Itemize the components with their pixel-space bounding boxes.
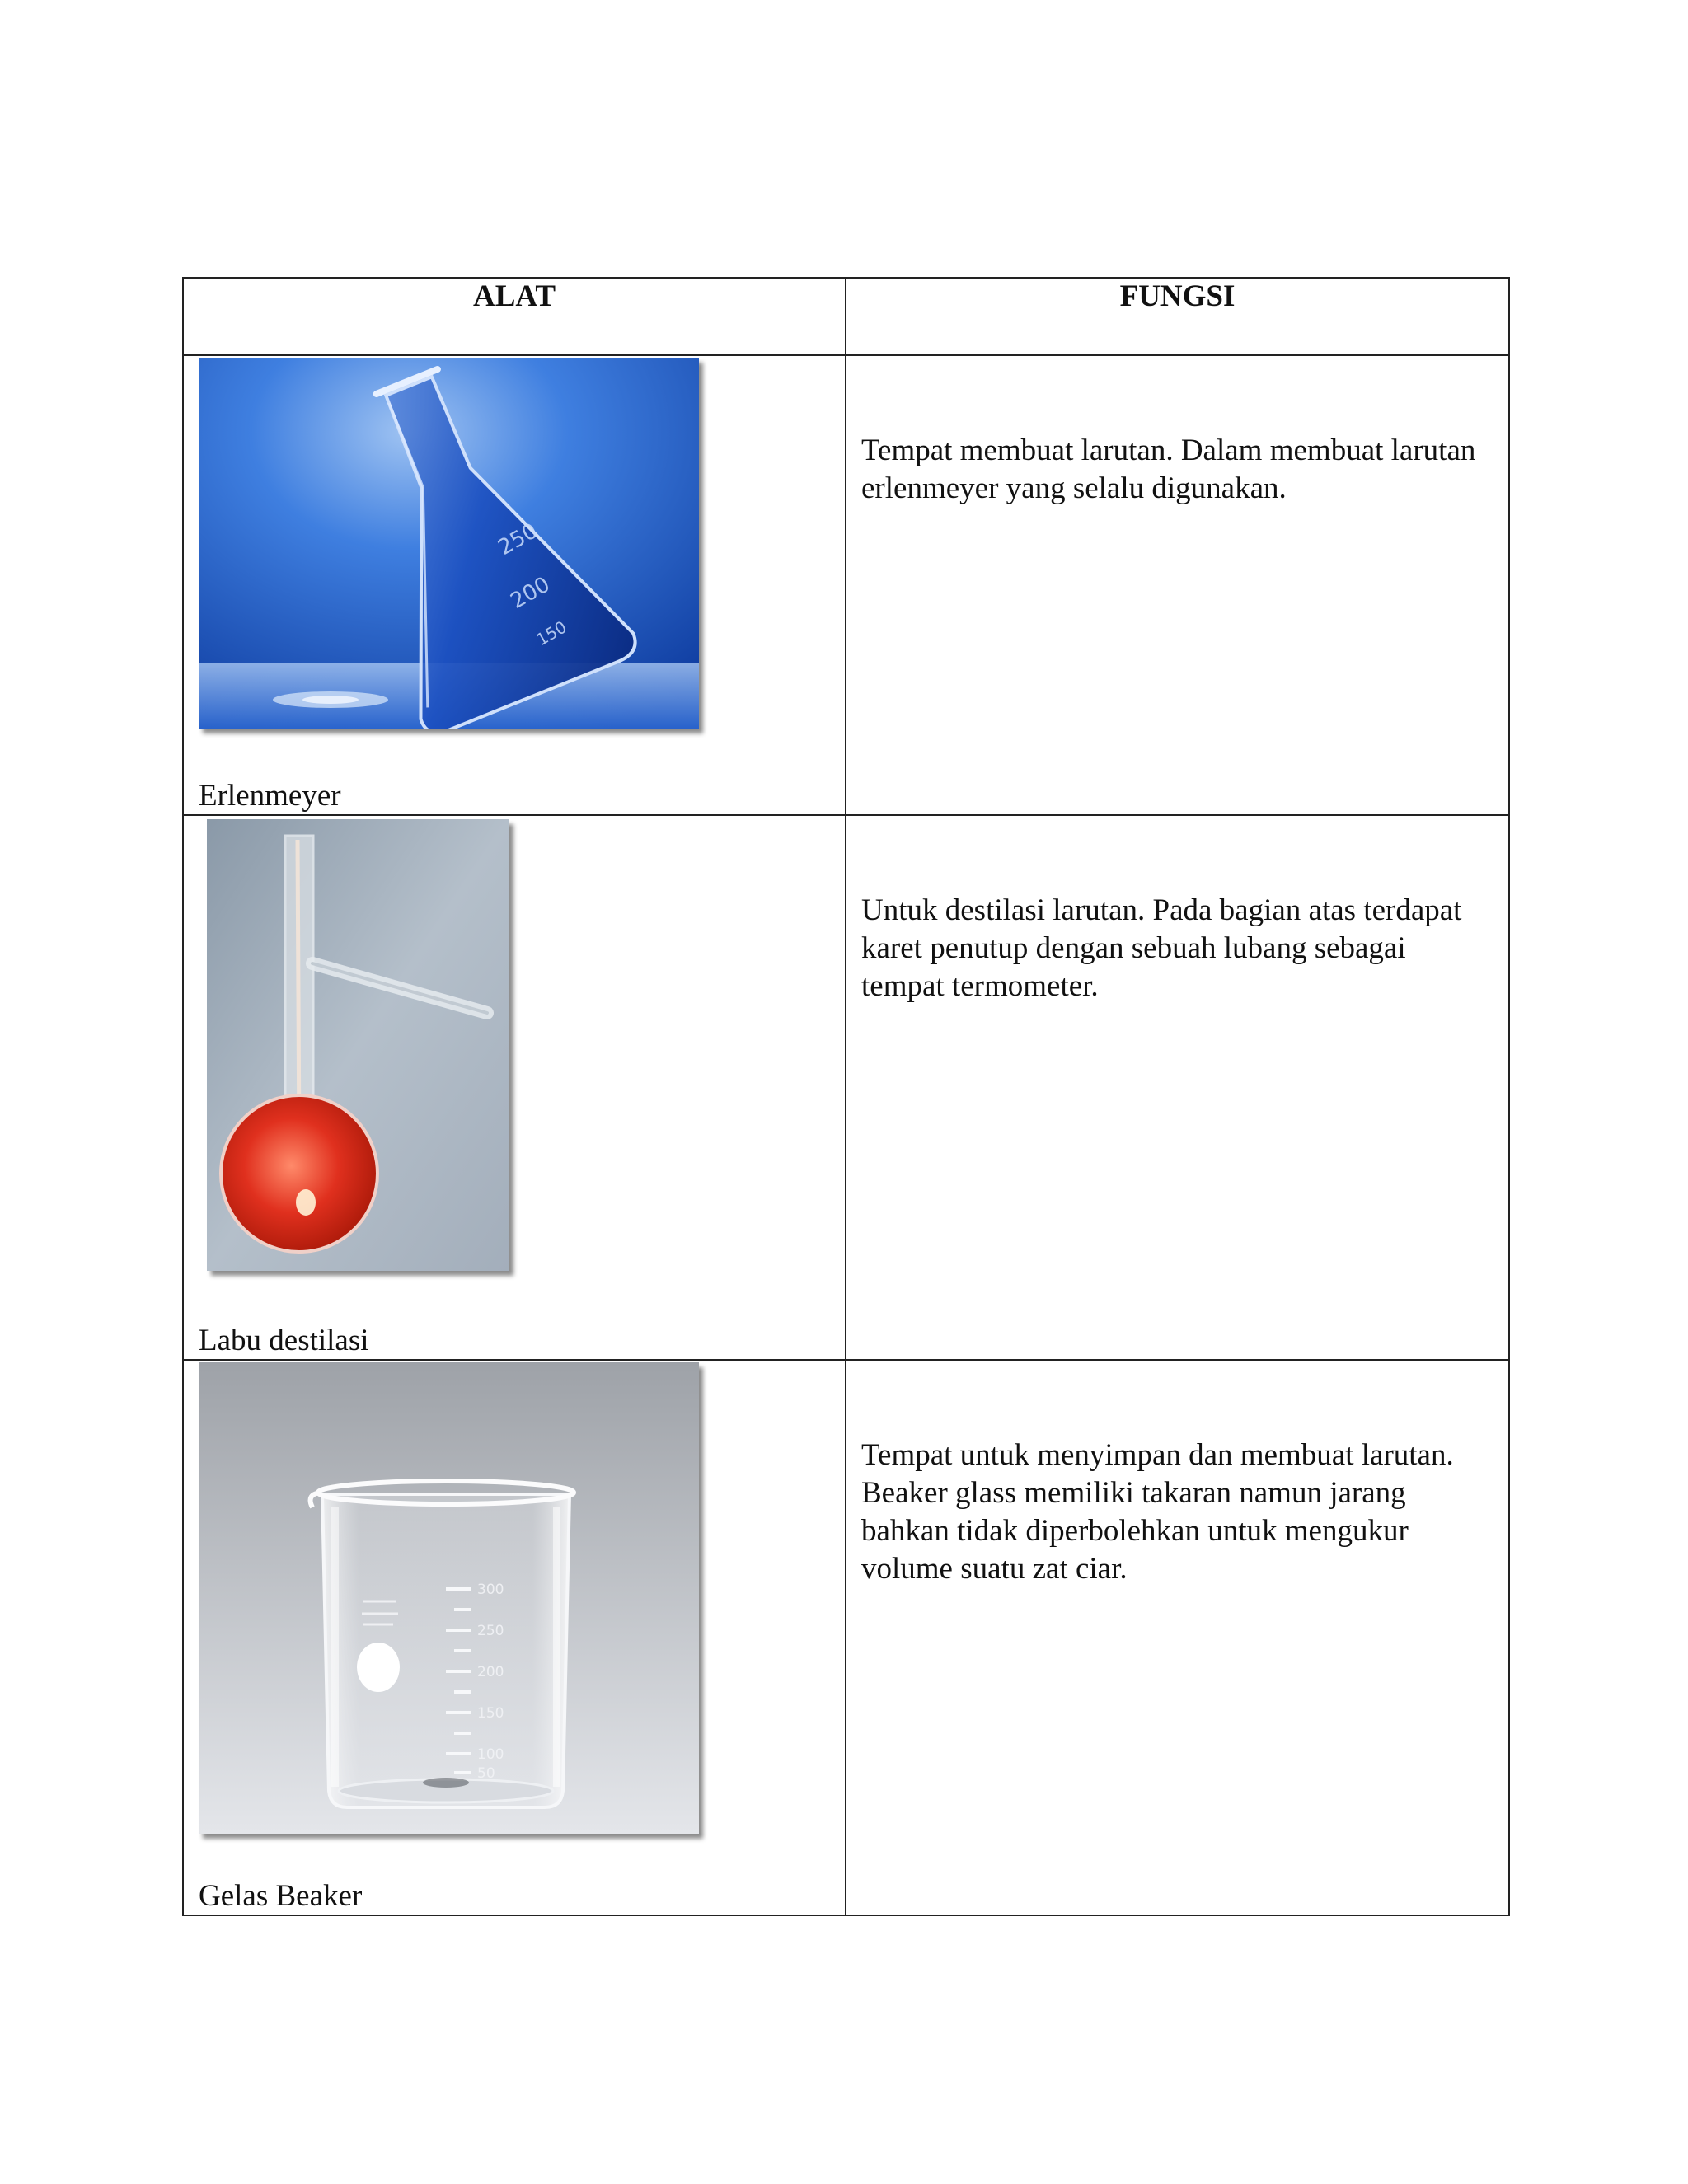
beaker-mark-150: 150	[477, 1705, 504, 1722]
erlenmeyer-mark-150: 150	[532, 616, 570, 650]
table-header-row	[183, 278, 1509, 355]
beaker-mark-100: 100	[477, 1746, 504, 1763]
erlenmeyer-flask-photo	[199, 358, 699, 729]
table-row	[183, 815, 1509, 1360]
fungsi-text-labu-destilasi: Untuk destilasi larutan. Pada bagian atas terdapat karet penutup dengan sebuah lubang sebagai tempat termometer.	[861, 893, 1462, 1003]
fungsi-text-erlenmeyer: Tempat membuat larutan. Dalam membuat larutan erlenmeyer yang selalu digunakan.	[861, 434, 1476, 505]
fungsi-cell-erlenmeyer	[846, 355, 1509, 815]
erlenmeyer-mark-250: 250	[494, 518, 542, 561]
fungsi-cell-labu-destilasi	[846, 815, 1509, 1360]
alat-name-gelas-beaker: Gelas Beaker	[199, 1879, 363, 1913]
header-alat: ALAT	[183, 278, 846, 355]
distillation-flask-photo	[207, 819, 509, 1271]
erlenmeyer-mark-200: 200	[506, 572, 555, 615]
fungsi-text-gelas-beaker: Tempat untuk menyimpan dan membuat larutan. Beaker glass memiliki takaran namun jarang bahkan tidak diperbolehkan untuk mengukur volume suatu zat ciar.	[861, 1438, 1454, 1586]
beaker-glass-photo	[199, 1362, 699, 1834]
table-row	[183, 1360, 1509, 1915]
alat-cell-gelas-beaker	[183, 1360, 846, 1915]
beaker-mark-200: 200	[477, 1664, 504, 1680]
alat-name-labu-destilasi: Labu destilasi	[199, 1324, 369, 1357]
beaker-mark-250: 250	[477, 1623, 504, 1639]
tools-table	[182, 277, 1510, 1916]
beaker-mark-300: 300	[477, 1582, 504, 1598]
beaker-mark-50: 50	[477, 1765, 495, 1782]
header-fungsi: FUNGSI	[846, 278, 1509, 355]
alat-cell-labu-destilasi	[183, 815, 846, 1360]
table-row	[183, 355, 1509, 815]
fungsi-cell-gelas-beaker	[846, 1360, 1509, 1915]
alat-name-erlenmeyer: Erlenmeyer	[199, 779, 341, 813]
alat-cell-erlenmeyer	[183, 355, 846, 815]
